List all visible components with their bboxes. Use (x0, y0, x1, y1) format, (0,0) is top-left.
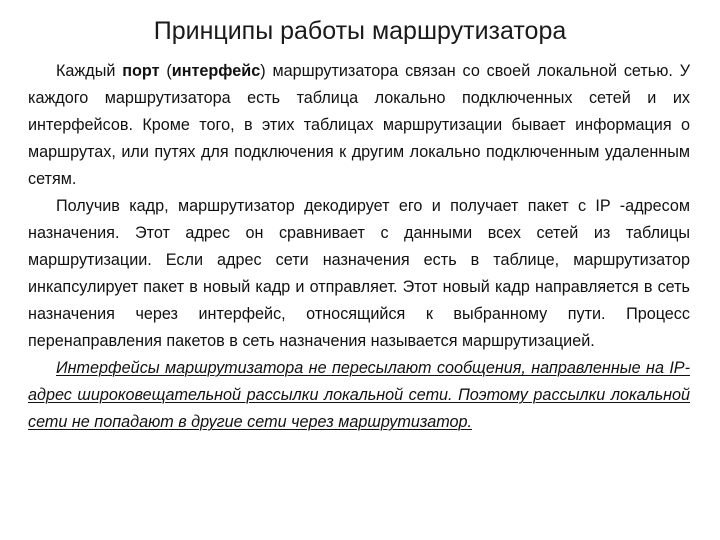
paragraph-router-ports (28, 58, 690, 193)
bold-term-port: порт (122, 62, 160, 80)
paragraph-text: ( (159, 62, 172, 80)
slide-title: Принципы работы маршрутизатора (153, 17, 567, 45)
slide-body (28, 58, 690, 436)
paragraph-text: ) маршрутизатора связан со своей локальной сетью. У каждого маршрутизатора есть таблица локально подключенных сетей и их интерфейсов. Кроме того, в этих таблицах маршрутизации бывает информация о маршрутах, или путях для подключения к другим локально подключенным удаленным сетям. (28, 62, 691, 188)
paragraph-frame-processing: Получив кадр, маршрутизатор декодирует его и получает пакет с IP -адресом назначения. Этот адрес он сравнивает с данными всех сетей из таблицы маршрутизации. Если адрес сети назначения есть в таблице, маршрутизатор инкапсулирует пакет в новый кадр и отправляет. Этот новый кадр направляется в сеть назначения через интерфейс, относящийся к выбранному пути. Процесс перенаправления пакетов в сеть назначения называется маршрутизацией. (28, 197, 690, 350)
paragraph-text: Каждый (56, 62, 123, 80)
paragraph-broadcast-note: Интерфейсы маршрутизатора не пересылают сообщения, направленные на IP-адрес широковещательной рассылки локальной сети. Поэтому рассылки локальной сети не попадают в другие сети через маршрутизатор. (28, 359, 690, 431)
bold-term-interface: интерфейс (171, 62, 261, 80)
